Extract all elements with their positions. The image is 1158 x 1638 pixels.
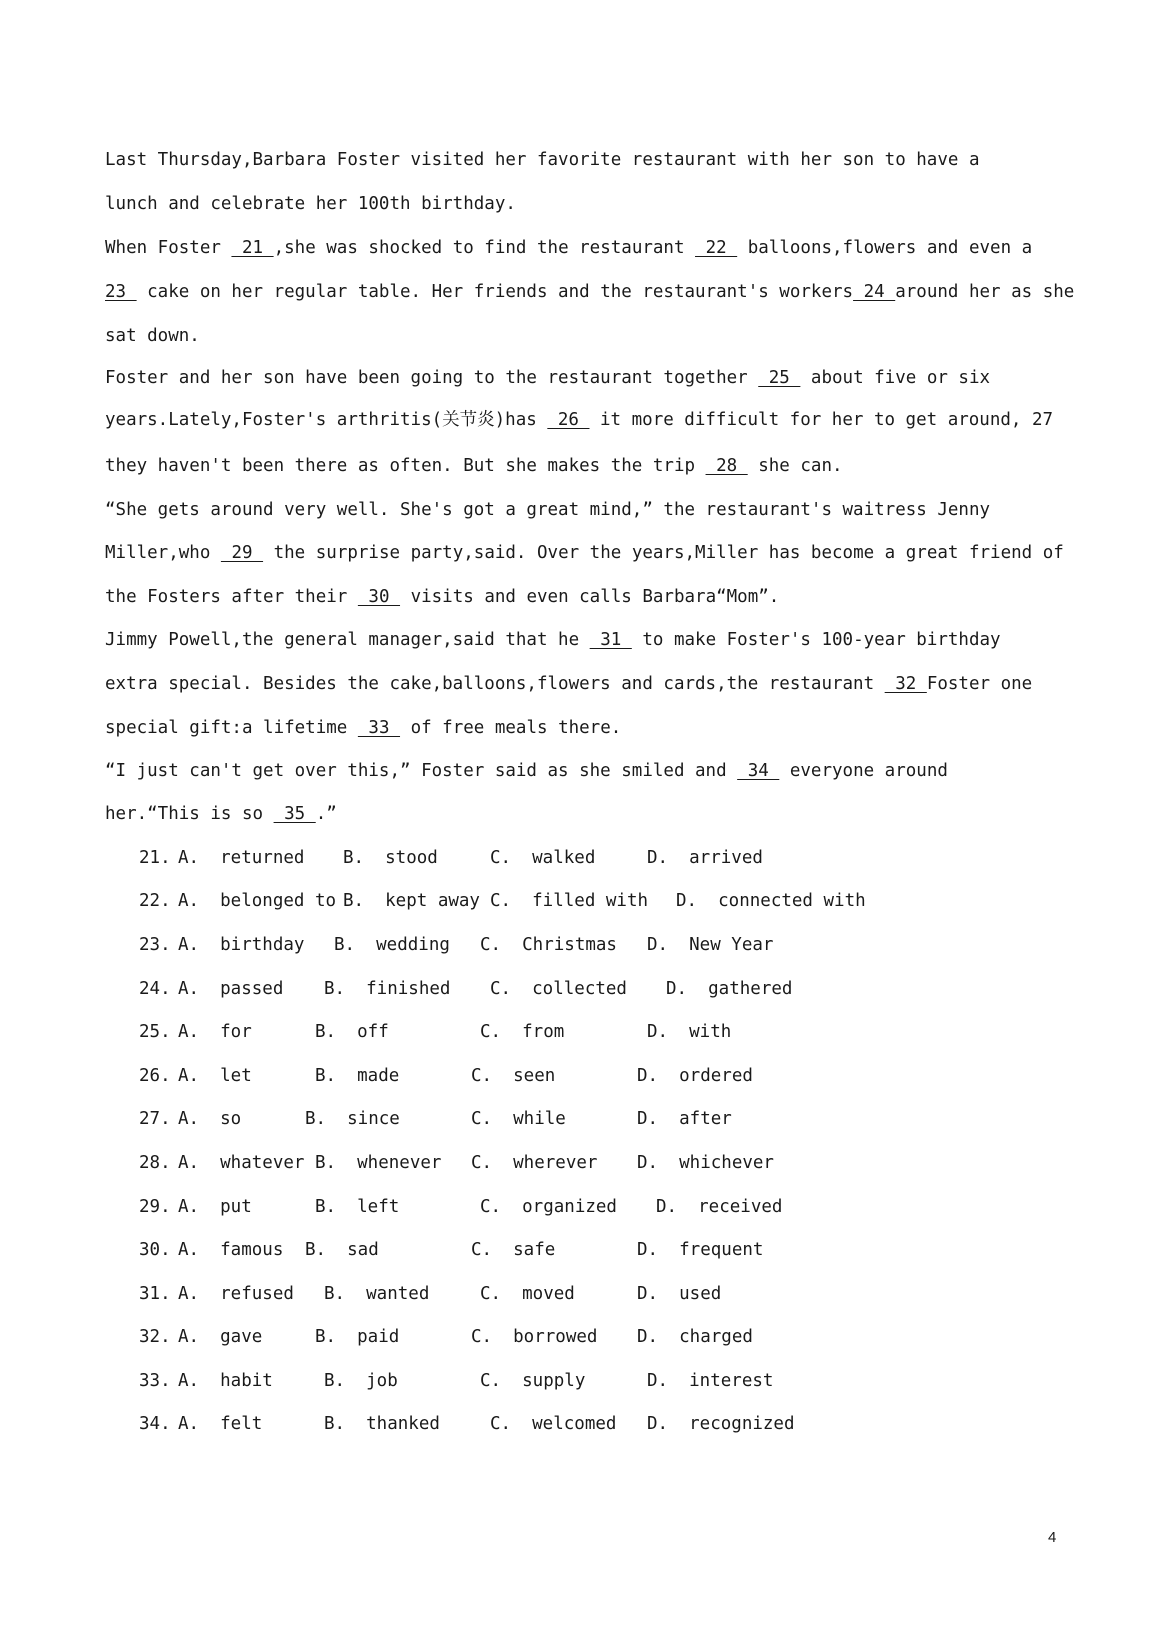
option-d: D. charged <box>637 1327 753 1347</box>
option-b: B. job <box>324 1371 398 1391</box>
option-c: C. filled with <box>490 891 649 911</box>
option-a: A. let <box>178 1066 252 1086</box>
passage-line-6: Foster and her son have been going to the restaurant together 25 about five or six <box>105 368 991 388</box>
blank: 23 <box>105 282 137 302</box>
passage-line-10: Miller,who 29 the surprise party,said. Over the years,Miller has become a great friend of <box>105 543 1064 563</box>
question-number: 24. <box>139 979 171 999</box>
passage-line-16: her.“This is so 35 .” <box>105 804 337 824</box>
option-a: A. birthday <box>178 935 305 955</box>
blank: 29 <box>220 543 264 563</box>
passage-line-8: they haven't been there as often. But she makes the trip 28 she can. <box>105 456 843 476</box>
option-d: D. whichever <box>637 1153 774 1173</box>
option-d: D. recognized <box>647 1414 795 1434</box>
option-a: A. refused <box>178 1284 294 1304</box>
option-b: B. wanted <box>324 1284 430 1304</box>
question-number: 23. <box>139 935 171 955</box>
option-c: C. wherever <box>471 1153 598 1173</box>
option-b: B. finished <box>324 979 451 999</box>
blank: 24 <box>853 282 896 302</box>
question-number: 27. <box>139 1109 171 1129</box>
blank: 33 <box>357 718 401 738</box>
passage-line-12: Jimmy Powell,the general manager,said that he 31 to make Foster's 100-year birthday <box>105 630 1001 650</box>
page-number: 4 <box>1048 1529 1057 1546</box>
question-number: 22. <box>139 891 171 911</box>
option-b: B. wedding <box>334 935 450 955</box>
question-number: 34. <box>139 1414 171 1434</box>
option-c: C. moved <box>480 1284 575 1304</box>
blank: 26 <box>547 410 590 430</box>
option-a: A. put <box>178 1197 252 1217</box>
question-number: 26. <box>139 1066 171 1086</box>
passage-line-4: 23 cake on her regular table. Her friends and the restaurant's workers 24 around her as she <box>105 282 1075 302</box>
question-number: 29. <box>139 1197 171 1217</box>
option-a: A. felt <box>178 1414 263 1434</box>
option-a: A. returned <box>178 848 305 868</box>
passage-line-2: lunch and celebrate her 100th birthday. <box>105 194 516 214</box>
blank: 32 <box>884 674 927 694</box>
option-a: A. so <box>178 1109 242 1129</box>
question-number: 25. <box>139 1022 171 1042</box>
option-a: A. for <box>178 1022 252 1042</box>
passage-line-7: years.Lately,Foster's arthritis(关节炎)has 26 it more difficult for her to get around, 27 <box>105 410 1054 430</box>
question-number: 30. <box>139 1240 171 1260</box>
option-d: D. interest <box>647 1371 774 1391</box>
option-c: C. collected <box>490 979 627 999</box>
option-b: B. made <box>315 1066 400 1086</box>
question-number: 31. <box>139 1284 171 1304</box>
option-a: A. gave <box>178 1327 263 1347</box>
passage-line-15: “I just can't get over this,” Foster said as she smiled and 34 everyone around <box>105 761 948 781</box>
option-c: C. welcomed <box>490 1414 617 1434</box>
blank: 35 <box>273 804 316 824</box>
passage-line-5: sat down. <box>105 326 200 346</box>
blank: 25 <box>758 368 801 388</box>
option-c: C. walked <box>490 848 596 868</box>
blank: 21 <box>231 238 274 258</box>
option-c: C. safe <box>471 1240 556 1260</box>
option-a: A. passed <box>178 979 284 999</box>
option-b: B. stood <box>343 848 438 868</box>
option-d: D. ordered <box>637 1066 753 1086</box>
blank: 28 <box>705 456 748 476</box>
option-b: B. whenever <box>315 1153 442 1173</box>
option-a: A. famous <box>178 1240 284 1260</box>
passage-line-9: “She gets around very well. She's got a great mind,” the restaurant's waitress Jenny <box>105 500 991 520</box>
option-c: C. borrowed <box>471 1327 598 1347</box>
option-c: C. supply <box>480 1371 586 1391</box>
passage-line-13: extra special. Besides the cake,balloons,flowers and cards,the restaurant 32 Foster one <box>105 674 1033 694</box>
option-b: B. kept away <box>343 891 480 911</box>
option-c: C. Christmas <box>480 935 617 955</box>
question-number: 33. <box>139 1371 171 1391</box>
option-a: A. belonged to <box>178 891 337 911</box>
option-b: B. paid <box>315 1327 400 1347</box>
option-b: B. off <box>315 1022 389 1042</box>
passage-line-3: When Foster 21 ,she was shocked to find the restaurant 22 balloons,flowers and even a <box>105 238 1033 258</box>
option-d: D. arrived <box>647 848 763 868</box>
option-d: D. gathered <box>666 979 793 999</box>
question-number: 32. <box>139 1327 171 1347</box>
option-c: C. from <box>480 1022 565 1042</box>
passage-line-1: Last Thursday,Barbara Foster visited her favorite restaurant with her son to have a <box>105 150 980 170</box>
blank: 34 <box>737 761 780 781</box>
option-b: B. thanked <box>324 1414 440 1434</box>
option-d: D. New Year <box>647 935 774 955</box>
option-d: D. after <box>637 1109 732 1129</box>
option-d: D. received <box>656 1197 783 1217</box>
option-d: D. with <box>647 1022 732 1042</box>
question-number: 21. <box>139 848 171 868</box>
option-b: B. sad <box>305 1240 379 1260</box>
option-a: A. whatever <box>178 1153 305 1173</box>
option-b: B. since <box>305 1109 400 1129</box>
option-d: D. used <box>637 1284 722 1304</box>
blank: 31 <box>589 630 632 650</box>
option-c: C. seen <box>471 1066 556 1086</box>
passage-line-14: special gift:a lifetime 33 of free meals there. <box>105 718 622 738</box>
question-number: 28. <box>139 1153 171 1173</box>
option-c: C. while <box>471 1109 566 1129</box>
option-d: D. frequent <box>637 1240 764 1260</box>
passage-line-11: the Fosters after their 30 visits and even calls Barbara“Mom”. <box>105 587 780 607</box>
option-a: A. habit <box>178 1371 273 1391</box>
option-d: D. connected with <box>676 891 866 911</box>
option-b: B. left <box>315 1197 400 1217</box>
blank: 30 <box>357 587 401 607</box>
blank: 22 <box>695 238 738 258</box>
option-c: C. organized <box>480 1197 617 1217</box>
